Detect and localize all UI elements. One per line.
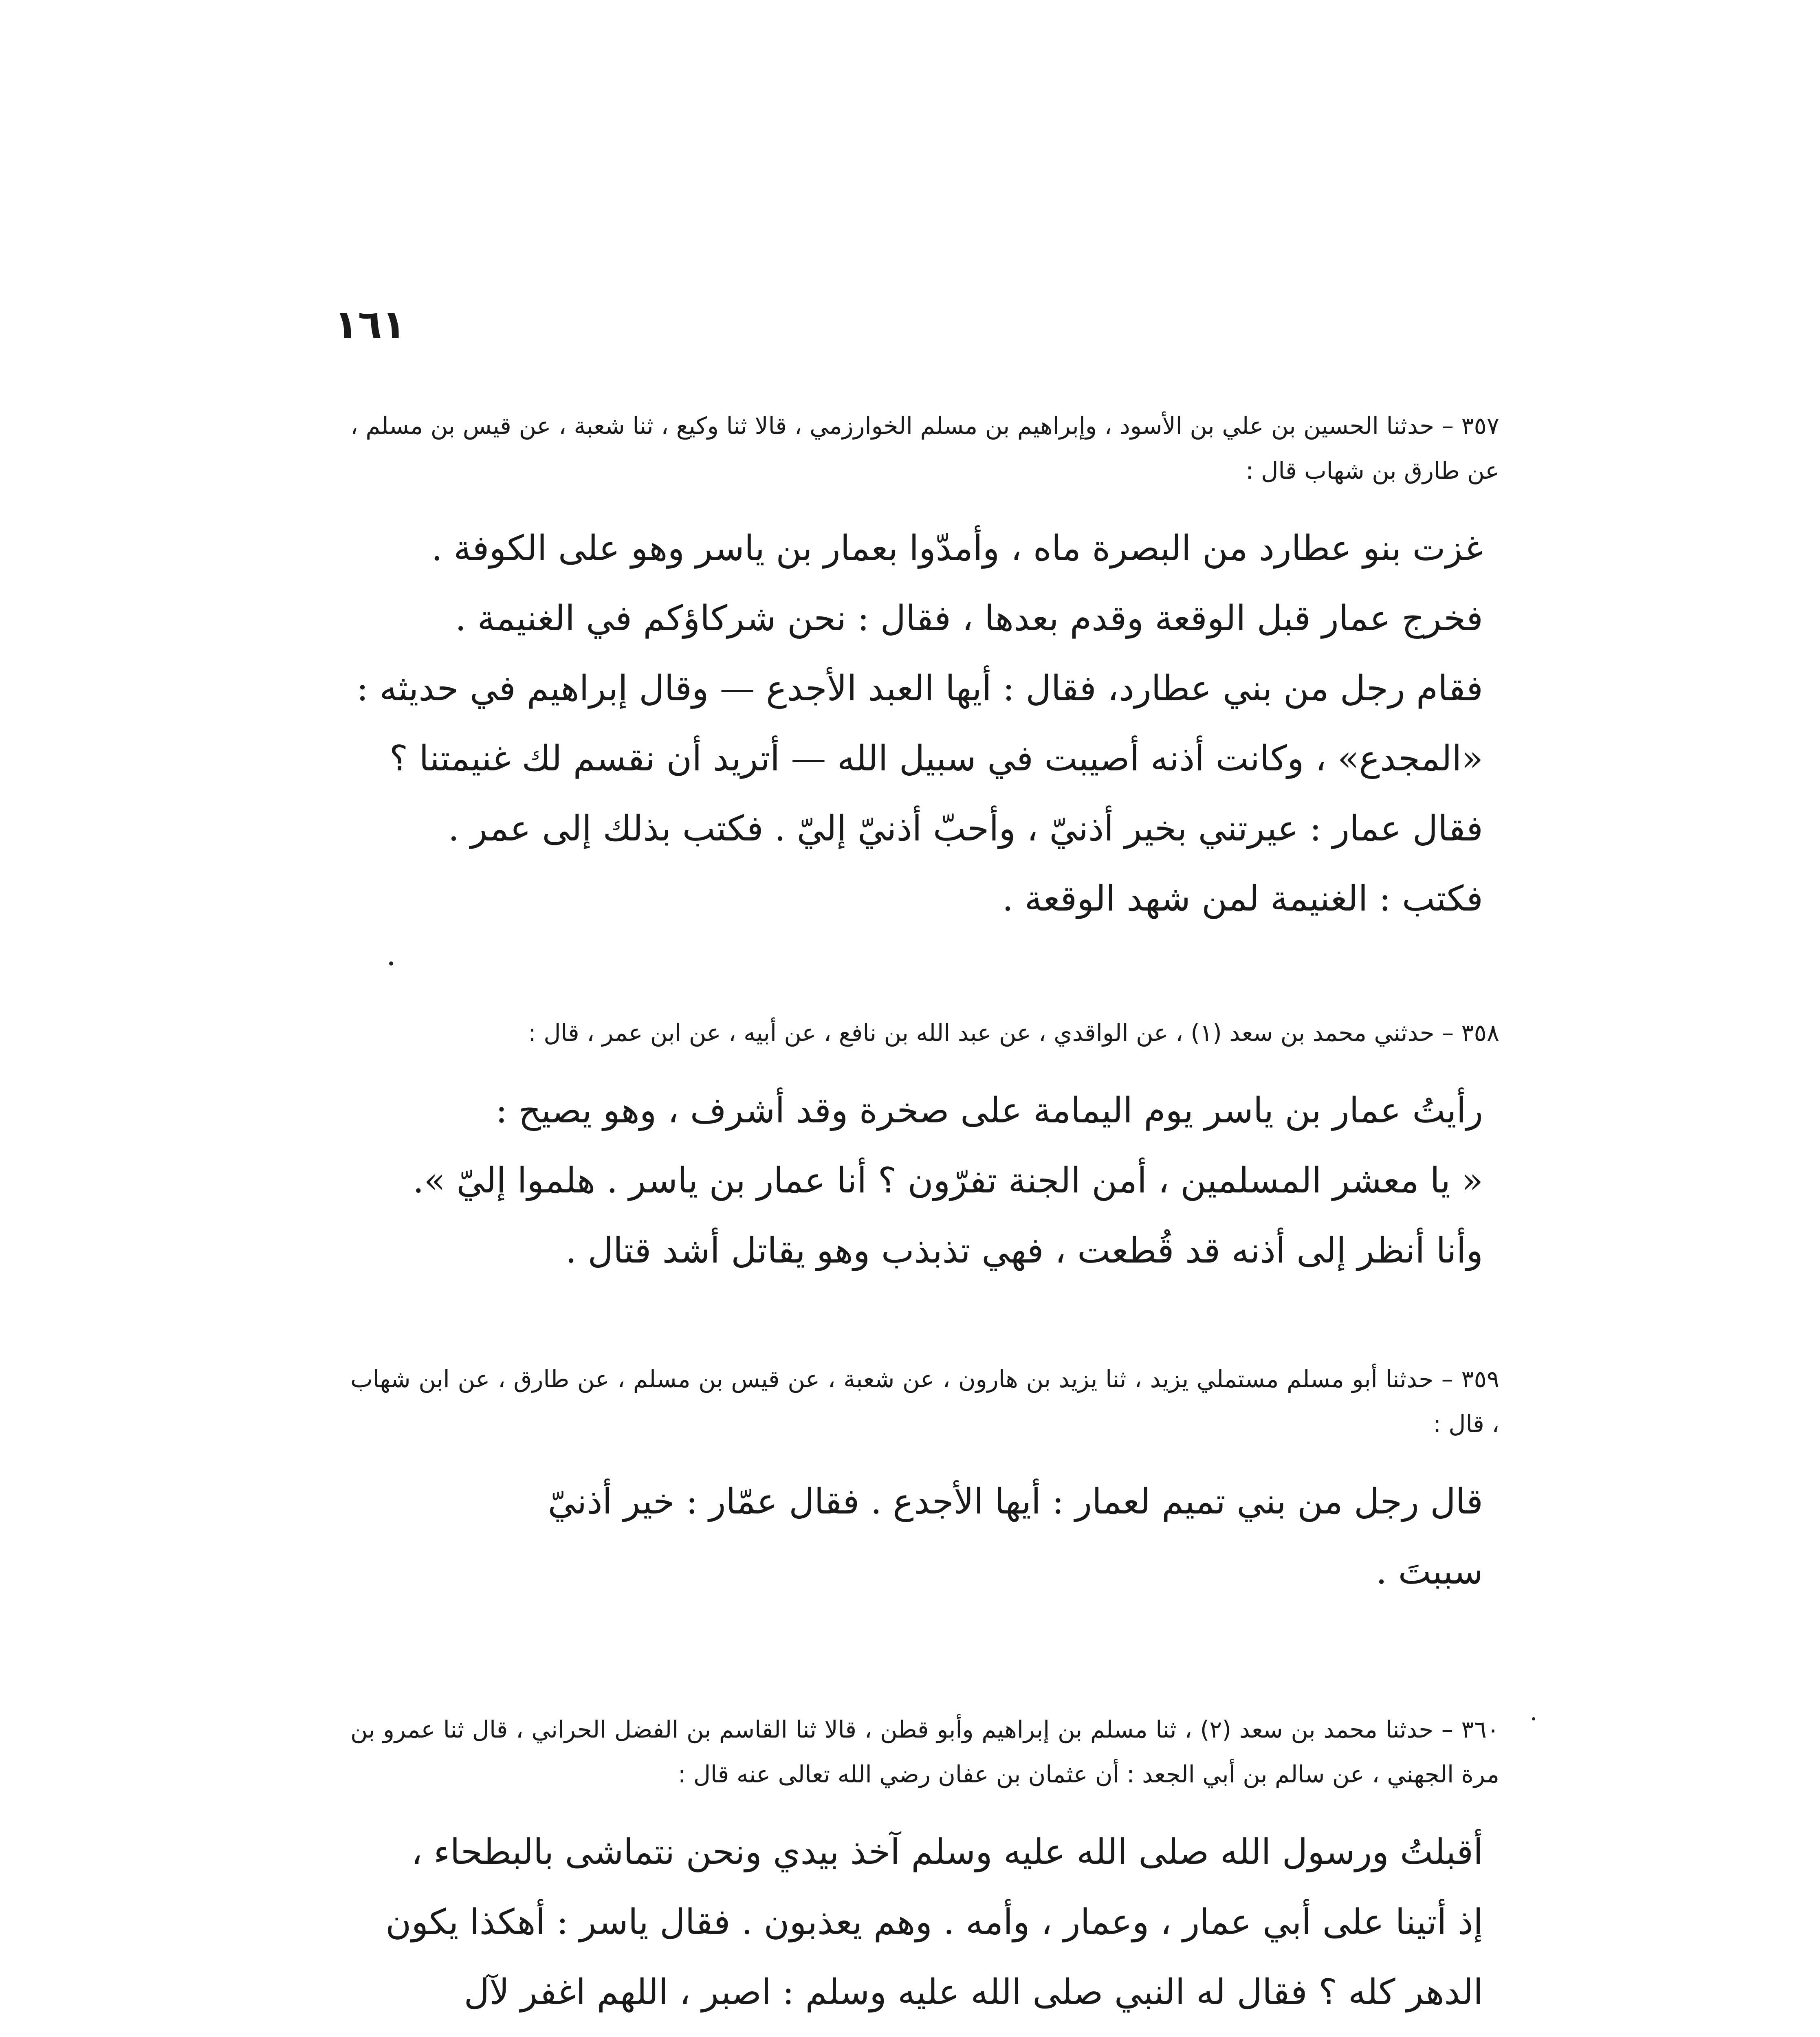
- matn-line: إذ أتينا على أبي عمار ، وعمار ، وأمه . وهم يعذبون . فقال ياسر : أهكذا يكون: [385, 1902, 1483, 1942]
- matn-line: «المجدع» ، وكانت أذنه أصيبت في سبيل الله — أتريد أن نقسم لك غنيمتنا ؟: [389, 738, 1483, 779]
- isnad-text: ٣٥٧ – حدثنا الحسين بن علي بن الأسود ، وإبراهيم بن مسلم الخوارزمي ، قالا ثنا وكيع ، ثنا شعبة ، عن قيس بن مسلم ، عن طارق بن شهاب قال :: [350, 412, 1499, 484]
- matn-line: فقال عمار : عيرتني بخير أذنيّ ، وأحبّ أذنيّ إليّ . فكتب بذلك إلى عمر .: [448, 808, 1483, 849]
- matn-line: سببتَ .: [1375, 1551, 1483, 1592]
- matn-line: « يا معشر المسلمين ، أمن الجنة تفرّون ؟ أنا عمار بن ياسر . هلموا إليّ ».: [413, 1160, 1483, 1201]
- matn-line: فقام رجل من بني عطارد، فقال : أيها العبد الأجدع — وقال إبراهيم في حديثه :: [357, 668, 1483, 709]
- matn-line: وأنا أنظر إلى أذنه قد قُطعت ، فهي تذبذب وهو يقاتل أشد قتال .: [565, 1230, 1483, 1271]
- stray-mark: [1532, 1717, 1535, 1720]
- matn-line: فخرج عمار قبل الوقعة وقدم بعدها ، فقال : نحن شركاؤكم في الغنيمة .: [455, 598, 1483, 639]
- hadith-entry: [350, 1010, 1499, 1286]
- matn-text: [350, 1817, 1499, 2037]
- matn-line: فكتب : الغنيمة لمن شهد الوقعة .: [1002, 878, 1483, 919]
- isnad-text: ٣٥٩ – حدثنا أبو مسلم مستملي يزيد ، ثنا يزيد بن هارون ، عن شعبة ، عن قيس بن مسلم ، عن طارق ، عن ابن شهاب ، قال :: [350, 1365, 1499, 1438]
- matn-line: قال رجل من بني تميم لعمار : أيها الأجدع . فقال عمّار : خير أذنيّ: [548, 1481, 1483, 1522]
- matn-text: [350, 1467, 1499, 1607]
- hadith-entry: [350, 1707, 1499, 2037]
- isnad-text: ٣٥٨ – حدثني محمد بن سعد (١) ، عن الواقدي ، عن عبد الله بن نافع ، عن أبيه ، عن ابن عمر ، قال :: [528, 1019, 1499, 1047]
- matn-text: [350, 1076, 1499, 1286]
- hadith-entry: [350, 403, 1499, 934]
- matn-line: رأيتُ عمار بن ياسر يوم اليمامة على صخرة وقد أشرف ، وهو يصيح :: [495, 1090, 1483, 1131]
- page-number: ١٦١: [334, 301, 406, 347]
- matn-line: الدهر كله ؟ فقال له النبي صلى الله عليه وسلم : اصبر ، اللهم اغفر لآل: [464, 1972, 1483, 2013]
- hadith-entry: [350, 1357, 1499, 1607]
- matn-line: [350, 2027, 1483, 2037]
- stray-mark: [389, 961, 393, 966]
- matn-line: أقبلتُ ورسول الله صلى الله عليه وسلم آخذ بيدي ونحن نتماشى بالبطحاء ،: [411, 1832, 1483, 1872]
- matn-text: [350, 513, 1499, 934]
- isnad-text: ٣٦٠ – حدثنا محمد بن سعد (٢) ، ثنا مسلم بن إبراهيم وأبو قطن ، قالا ثنا القاسم بن الفضل الحراني ، قال ثنا عمرو بن مرة الجهني ، عن سالم بن أبي الجعد : أن عثمان بن عفان رضي الله تعالى عنه قال :: [350, 1716, 1499, 1788]
- matn-line: غزت بنو عطارد من البصرة ماه ، وأمدّوا بعمار بن ياسر وهو على الكوفة .: [431, 528, 1483, 569]
